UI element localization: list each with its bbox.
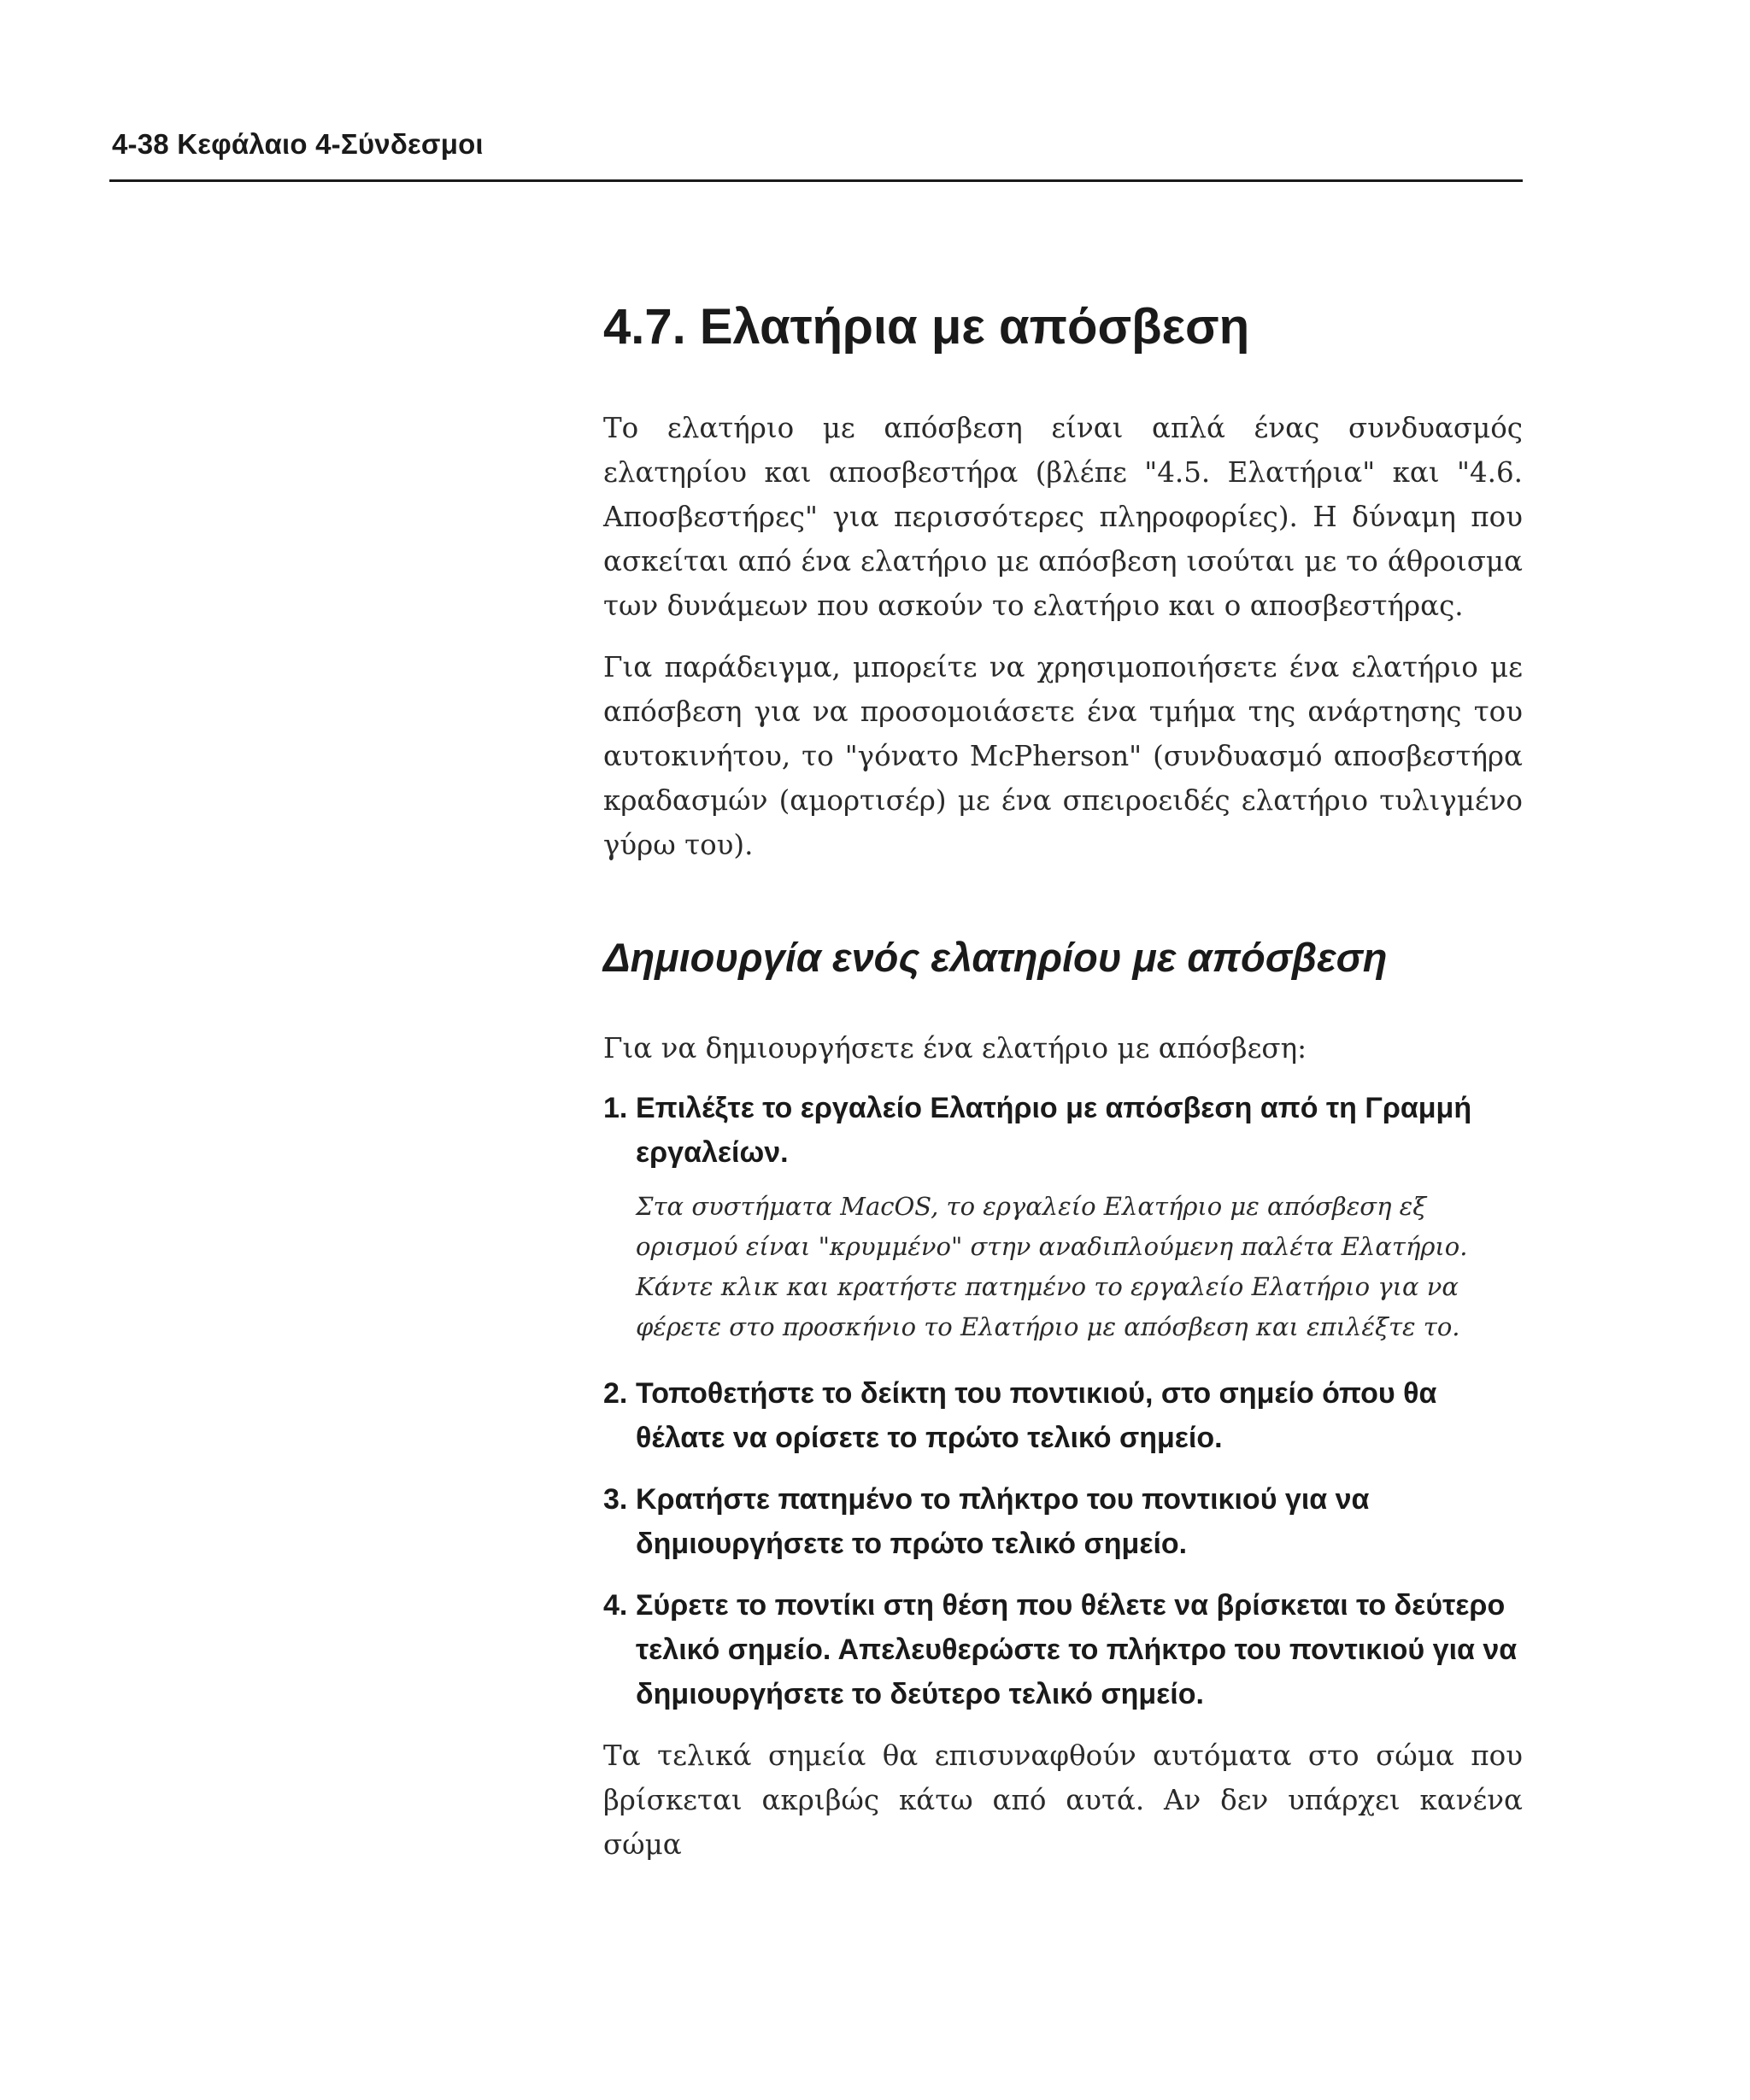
step-note: Στα συστήματα MacOS, το εργαλείο Ελατήριο με απόσβεση εξ ορισμού είναι "κρυμμένο" στην αναδιπλούμενη παλέτα Ελατήριο. Κάντε κλικ και κρατήστε πατημένο το εργαλείο Ελατήριο για να φέρετε στο προσκήνιο το Ελατήριο με απόσβεση και επιλέξτε το.: [636, 1192, 1468, 1342]
step-item: [603, 1477, 1523, 1566]
page-content: [603, 299, 1523, 1884]
body-paragraph: Για παράδειγμα, μπορείτε να χρησιμοποιήσετε ένα ελατήριο με απόσβεση για να προσομοιάσετε ένα τμήμα της ανάρτησης του αυτοκινήτου, το "γόνατο McPherson" (συνδυασμό αποσβεστήρα κραδασμών (αμορτισέρ) με ένα σπειροειδές ελατήριο τυλιγμένο γύρω του).: [603, 650, 1523, 861]
step-text: Τοποθετήστε το δείκτη του ποντικιού, στο σημείο όπου θα θέλατε να ορίσετε το πρώτο τελικό σημείο.: [636, 1377, 1437, 1455]
subsection-title: Δημιουργία ενός ελατηρίου με απόσβεση: [603, 934, 1388, 980]
step-item: [603, 1086, 1523, 1354]
step-body: [636, 1477, 1523, 1566]
step-text: Κρατήστε πατημένο το πλήκτρο του ποντικιού για να δημιουργήσετε το πρώτο τελικό σημείο.: [636, 1483, 1370, 1561]
step-number: 2.: [603, 1377, 628, 1411]
body-paragraph: Το ελατήριο με απόσβεση είναι απλά ένας συνδυασμός ελατηρίου και αποσβεστήρα (βλέπε "4.5. Ελατήρια" και "4.6. Αποσβεστήρες" για περισσότερες πληροφορίες). Η δύναμη που ασκείται από ένα ελατήριο με απόσβεση ισούται με το άθροισμα των δυνάμεων που ασκούν το ελατήριο και ο αποσβεστήρας.: [603, 411, 1523, 622]
step-number: 4.: [603, 1589, 628, 1622]
step-text: Επιλέξτε το εργαλείο Ελατήριο με απόσβεση από τη Γραμμή εργαλείων.: [636, 1092, 1472, 1170]
section-title: 4.7. Ελατήρια με απόσβεση: [603, 299, 1250, 355]
closing-paragraph: Τα τελικά σημεία θα επισυναφθούν αυτόματα στο σώμα που βρίσκεται ακριβώς κάτω από αυτά. Αν δεν υπάρχει κανένα σώμα: [603, 1739, 1523, 1862]
lead-in-text: Για να δημιουργήσετε ένα ελατήριο με απόσβεση:: [603, 1032, 1307, 1065]
step-number: 1.: [603, 1092, 628, 1125]
step-number: 3.: [603, 1483, 628, 1516]
running-header: 4-38 Κεφάλαιο 4-Σύνδεσμοι: [112, 128, 484, 160]
steps-list: [603, 1086, 1523, 1716]
step-text: Σύρετε το ποντίκι στη θέση που θέλετε να βρίσκεται το δεύτερο τελικό σημείο. Απελευθερώστε το πλήκτρο του ποντικιού για να δημιουργήσετε το δεύτερο τελικό σημείο.: [636, 1589, 1518, 1711]
step-body: [636, 1371, 1523, 1460]
step-item: [603, 1583, 1523, 1716]
header-rule: [109, 179, 1523, 182]
step-body: [636, 1583, 1523, 1716]
step-body: [636, 1086, 1523, 1354]
step-item: [603, 1371, 1523, 1460]
